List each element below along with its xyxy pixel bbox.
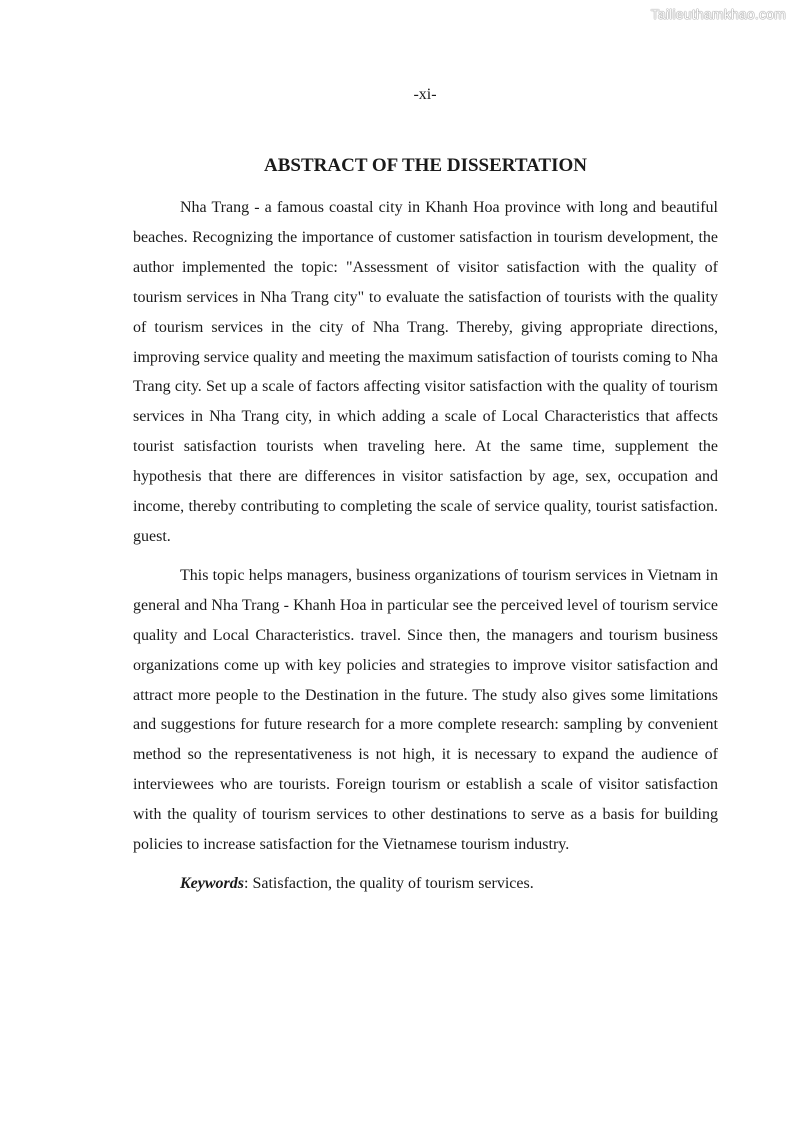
watermark-text: Tailieuthamkhao.com	[650, 6, 786, 22]
abstract-body	[133, 193, 718, 899]
keywords-text: : Satisfaction, the quality of tourism services.	[244, 874, 534, 892]
abstract-paragraph-1: Nha Trang - a famous coastal city in Khanh Hoa province with long and beautiful beaches. Recognizing the importance of customer satisfaction in tourism development, the author implemented the topic: "Assessment of visitor satisfaction with the quality of tourism services in Nha Trang city" to evaluate the satisfaction of tourists with the quality of tourism services in the city of Nha Trang. Thereby, giving appropriate directions, improving service quality and meeting the maximum satisfaction of tourists coming to Nha Trang city. Set up a scale of factors affecting visitor satisfaction with the quality of tourism services in Nha Trang city, in which adding a scale of Local Characteristics that affects tourist satisfaction tourists when traveling here. At the same time, supplement the hypothesis that there are differences in visitor satisfaction by age, sex, occupation and income, thereby contributing to completing the scale of service quality, tourist satisfaction. guest.	[133, 199, 718, 545]
page-number: -xi-	[413, 86, 437, 103]
abstract-paragraph-2: This topic helps managers, business organizations of tourism services in Vietnam in general and Nha Trang - Khanh Hoa in particular see the perceived level of tourism service quality and Local Characteristics. travel. Since then, the managers and tourism business organizations come up with key policies and strategies to improve visitor satisfaction and attract more people to the Destination in the future. The study also gives some limitations and suggestions for future research for a more complete research: sampling by convenient method so the representativeness is not high, it is necessary to expand the audience of interviewees who are tourists. Foreign tourism or establish a scale of visitor satisfaction with the quality of tourism services to other destinations to serve as a basis for building policies to increase satisfaction for the Vietnamese tourism industry.	[133, 566, 718, 854]
keywords-label: Keywords	[180, 874, 244, 892]
keywords-line	[133, 869, 718, 899]
page-title: ABSTRACT OF THE DISSERTATION	[264, 155, 587, 176]
